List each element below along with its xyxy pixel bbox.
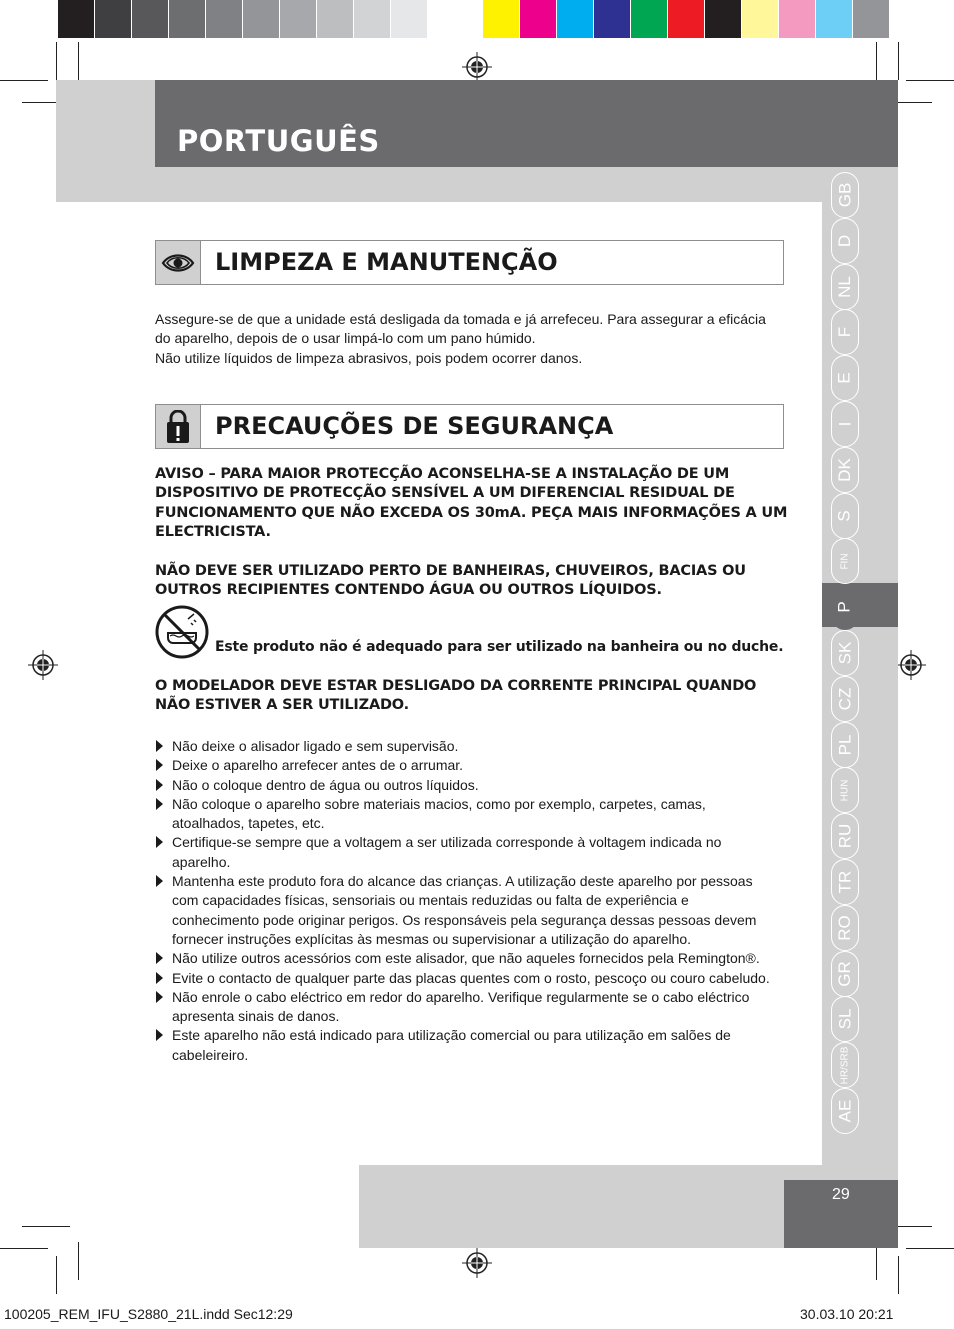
file-slug: 100205_REM_IFU_S2880_21L.indd Sec12:29 (4, 1306, 293, 1322)
registration-mark-icon (28, 650, 58, 680)
color-swatch (631, 0, 668, 38)
language-tab-label: HR/SRB (839, 1046, 851, 1084)
page-title: PORTUGUÊS (177, 124, 380, 158)
color-swatch (317, 0, 354, 38)
language-tab-label: FIN (839, 552, 851, 570)
language-tab-label: NL (834, 276, 854, 298)
language-tab-e[interactable] (831, 355, 859, 401)
greyscale-color-bar (58, 0, 465, 38)
page-number-box (784, 1180, 898, 1248)
safety-list-item: Deixe o aparelho arrefecer antes de o arrumar. (155, 756, 775, 775)
crop-mark (78, 42, 79, 80)
registration-mark-icon (462, 1248, 492, 1278)
cleaning-line: do aparelho, depois de o usar limpá-lo com um pano húmido. (155, 330, 536, 347)
language-tab-label: I (834, 421, 854, 427)
language-tab-tr[interactable] (831, 859, 859, 905)
title-bar (155, 80, 898, 167)
safety-list-item: Não deixe o alisador ligado e sem supervisão. (155, 737, 775, 756)
cleaning-heading: LIMPEZA E MANUTENÇÃO (215, 248, 558, 276)
language-tab-pl[interactable] (831, 722, 859, 768)
no-bath-icon (155, 605, 209, 659)
language-tab-label: CZ (834, 687, 854, 711)
language-tab-hun[interactable] (831, 767, 859, 813)
safety-list-item: Evite o contacto de qualquer parte das placas quentes com o rosto, pescoço ou couro cabeludo. (155, 969, 775, 988)
cleaning-line: Não utilize líquidos de limpeza abrasivos, pois podem ocorrer danos. (155, 349, 583, 366)
language-tab-label: TR (834, 870, 854, 894)
safety-heading-box (155, 404, 784, 449)
process-color-bar (483, 0, 890, 38)
crop-mark (906, 80, 954, 81)
safety-list-item: Este aparelho não está indicado para utilização comercial ou para utilização em salões de cabeleireiro. (155, 1026, 775, 1065)
crop-mark (0, 80, 48, 81)
safety-list-item: Não o coloque dentro de água ou outros líquidos. (155, 776, 775, 795)
language-tab-nl[interactable] (831, 264, 859, 310)
language-tab-p[interactable] (831, 584, 859, 630)
language-tab-label: F (834, 326, 854, 338)
language-tab-dk[interactable] (831, 447, 859, 493)
crop-mark (0, 1248, 48, 1249)
registration-mark-icon (896, 650, 926, 680)
color-swatch (742, 0, 779, 38)
crop-mark (898, 1256, 899, 1294)
color-swatch (705, 0, 742, 38)
language-tab-label: D (835, 234, 854, 248)
color-swatch (668, 0, 705, 38)
crop-mark (898, 42, 899, 80)
color-swatch (95, 0, 132, 38)
color-swatch (132, 0, 169, 38)
language-tab-label: S (835, 510, 854, 522)
crop-mark (56, 1256, 57, 1294)
safety-list-item: Certifique-se sempre que a voltagem a ser utilizada corresponde à voltagem indicada no aparelho. (155, 833, 775, 872)
language-tab-label: GR (835, 961, 854, 987)
language-tab-gr[interactable] (831, 951, 859, 997)
language-tab-fin[interactable] (831, 538, 859, 584)
crop-mark (78, 1242, 79, 1280)
crop-mark (22, 1226, 70, 1227)
color-swatch (58, 0, 95, 38)
safety-list-item: Mantenha este produto fora do alcance das crianças. A utilização deste aparelho por pessoas com capacidades físicas, sensoriais ou mentais reduzidas ou falta de experiência e conhecimento pode originar perigos. Os responsáveis pela segurança dessas pessoas devem fornecer instruções explícitas às mesmas ou supervisionar a utilização do aparelho. (155, 872, 775, 949)
language-tab-gb[interactable] (831, 172, 859, 218)
color-swatch (206, 0, 243, 38)
color-swatch (428, 0, 465, 38)
color-swatch (779, 0, 816, 38)
language-tab-label: PL (834, 734, 854, 756)
date-slug: 30.03.10 20:21 (800, 1306, 894, 1322)
language-tab-label: RO (835, 915, 854, 941)
language-tab-label: DK (835, 458, 854, 482)
language-tab-sk[interactable] (831, 630, 859, 676)
rcd-warning: AVISO – PARA MAIOR PROTECÇÃO ACONSELHA-SE A INSTALAÇÃO DE UM DISPOSITIVO DE PROTECÇÃO SENSÍVEL A UM DIFERENCIAL RESIDUAL DE FUNCIONAMENTO QUE NÃO EXCEDA OS 30mA. PEÇA MAIS INFORMAÇÕES A UM ELECTRICISTA. (155, 466, 788, 540)
color-swatch (557, 0, 594, 38)
language-tab-i[interactable] (831, 401, 859, 447)
warning-lock-icon (156, 405, 201, 448)
language-tab-label: AE (835, 1099, 854, 1123)
language-tab-label: SK (835, 641, 854, 665)
language-tab-hr-srb[interactable] (831, 1042, 859, 1088)
cleaning-line: Assegure-se de que a unidade está desligada da tomada e já arrefeceu. Para assegurar a eficácia (155, 311, 766, 327)
language-tab-label: GB (835, 182, 854, 208)
language-tab-sl[interactable] (831, 996, 859, 1042)
language-tab-ro[interactable] (831, 905, 859, 951)
crop-mark (906, 1248, 954, 1249)
color-swatch (816, 0, 853, 38)
language-tab-ru[interactable] (831, 813, 859, 859)
color-swatch (169, 0, 206, 38)
language-tab-cz[interactable] (831, 676, 859, 722)
safety-list-item: Não utilize outros acessórios com este alisador, que não aqueles fornecidos pela Remington®. (155, 949, 775, 968)
color-swatch (391, 0, 428, 38)
registration-mark-icon (462, 52, 492, 82)
language-tab-ae[interactable] (831, 1088, 859, 1134)
language-tab-d[interactable] (831, 218, 859, 264)
language-tab-label: RU (835, 823, 854, 849)
language-tab-s[interactable] (831, 493, 859, 539)
color-swatch (483, 0, 520, 38)
language-tab-label: P (835, 601, 854, 613)
color-swatch (520, 0, 557, 38)
page-number: 29 (832, 1186, 850, 1203)
bath-note: Este produto não é adequado para ser utilizado na banheira ou no duche. (215, 639, 784, 655)
water-warning: NÃO DEVE SER UTILIZADO PERTO DE BANHEIRAS, CHUVEIROS, BACIAS OU OUTROS RECIPIENTES CONTENDO ÁGUA OU OUTROS LÍQUIDOS. (155, 563, 746, 599)
safety-list (155, 737, 795, 1065)
cleaning-heading-box (155, 240, 784, 285)
cleaning-text (155, 310, 766, 368)
color-swatch (594, 0, 631, 38)
crop-mark (56, 42, 57, 80)
crop-mark (876, 42, 877, 80)
language-tab-label: E (835, 372, 854, 384)
safety-list-item: Não coloque o aparelho sobre materiais macios, como por exemplo, carpetes, camas, atoalhados, tapetes, etc. (155, 795, 775, 834)
language-tab-label: SL (834, 1008, 854, 1030)
language-tab-f[interactable] (831, 309, 859, 355)
eye-icon (156, 241, 201, 284)
color-swatch (354, 0, 391, 38)
color-swatch (243, 0, 280, 38)
safety-list-item: Não enrole o cabo eléctrico em redor do aparelho. Verifique regularmente se o cabo eléctrico apresenta sinais de danos. (155, 988, 775, 1027)
color-swatch (853, 0, 890, 38)
language-tab-label: HUN (839, 779, 851, 801)
color-swatch (280, 0, 317, 38)
unplug-warning: O MODELADOR DEVE ESTAR DESLIGADO DA CORRENTE PRINCIPAL QUANDO NÃO ESTIVER A SER UTILIZADO. (155, 678, 757, 714)
safety-heading: PRECAUÇÕES DE SEGURANÇA (215, 412, 614, 440)
